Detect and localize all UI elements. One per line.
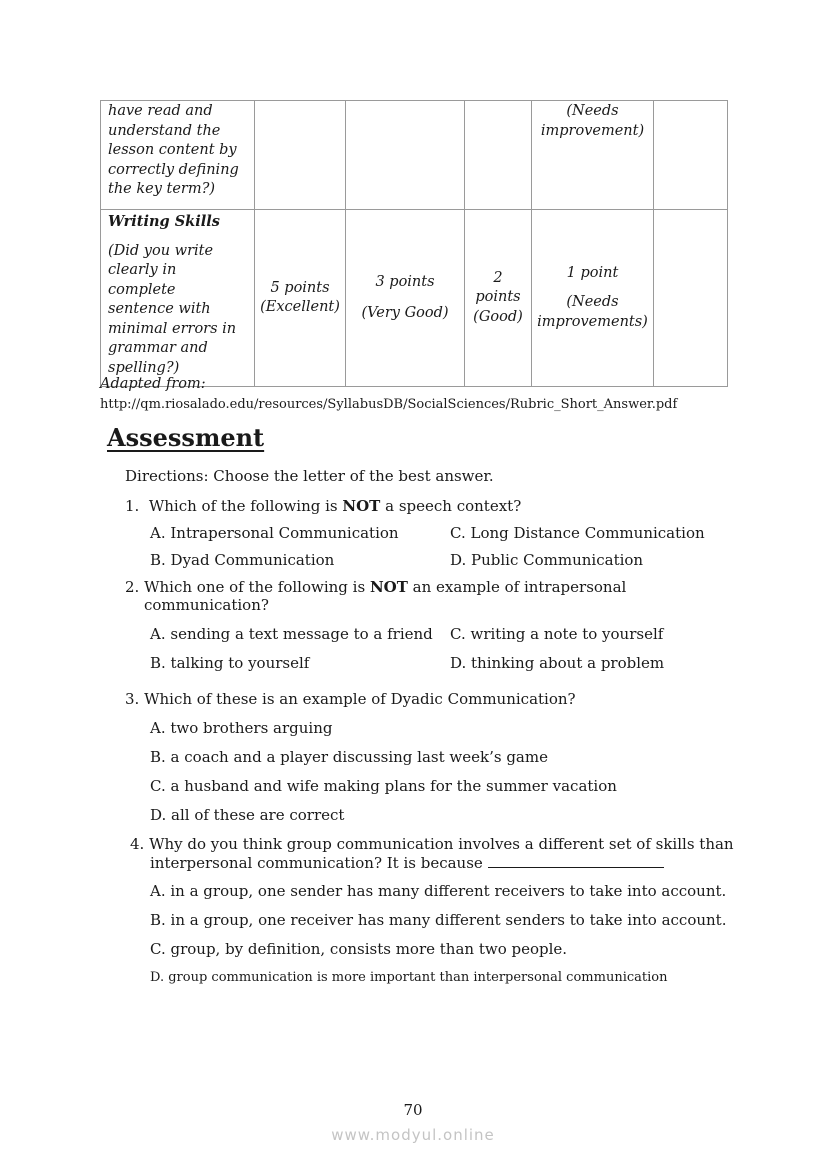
q4-option-c[interactable]: C. group, by definition, consists more than two people. <box>150 940 568 958</box>
score-points: 5 points <box>270 279 330 296</box>
question-3: 3. Which of these is an example of Dyadic Communication? <box>125 690 576 708</box>
emphasis-not: NOT <box>342 497 381 515</box>
very-good-cell <box>346 210 465 387</box>
question-4-line-2 <box>150 853 664 872</box>
rubric-row-writing <box>101 210 728 387</box>
question-text: 2. Which one of the following is <box>125 578 370 596</box>
excellent-cell <box>255 210 346 387</box>
q1-option-d[interactable]: D. Public Communication <box>450 551 644 569</box>
score-points: 2 <box>493 269 503 286</box>
q3-option-d[interactable]: D. all of these are correct <box>150 806 345 824</box>
criterion-line: the key term?) <box>108 181 216 197</box>
criterion-line: (Did you write <box>108 242 214 259</box>
score-cell <box>654 210 728 387</box>
criterion-line: spelling?) <box>108 359 180 376</box>
criterion-line: have read and <box>108 103 213 119</box>
score-cell <box>654 101 728 210</box>
question-text: interpersonal communication? It is because <box>150 854 483 872</box>
q1-option-c[interactable]: C. Long Distance Communication <box>450 524 705 542</box>
score-cell <box>255 101 346 210</box>
q2-option-c[interactable]: C. writing a note to yourself <box>450 625 664 643</box>
question-2-line-2: communication? <box>144 596 269 614</box>
question-4: 4. Why do you think group communication involves a different set of skills than <box>130 835 734 853</box>
emphasis-not: NOT <box>369 578 408 596</box>
directions: Directions: Choose the letter of the best answer. <box>125 467 494 485</box>
score-cell <box>465 101 532 210</box>
question-text: a speech context? <box>380 497 522 515</box>
criterion-line: grammar and <box>108 340 208 356</box>
criterion-line: minimal errors in <box>108 320 237 337</box>
question-1 <box>125 497 521 515</box>
criterion-line: clearly in complete <box>108 262 177 298</box>
watermark: www.modyul.online <box>331 1126 495 1144</box>
score-label: improvements) <box>537 313 648 330</box>
q4-option-a[interactable]: A. in a group, one sender has many different receivers to take into account. <box>150 882 727 900</box>
criterion-line: correctly defining <box>108 161 239 178</box>
q1-option-a[interactable]: A. Intrapersonal Communication <box>150 524 399 542</box>
needs-improvements-cell <box>532 210 654 387</box>
question-text: an example of intrapersonal <box>407 578 627 596</box>
score-label: (Needs <box>566 294 619 311</box>
q2-option-a[interactable]: A. sending a text message to a friend <box>150 625 433 643</box>
score-points: 3 points <box>375 274 435 290</box>
criterion-content-cell <box>101 101 255 210</box>
q1-option-b[interactable]: B. Dyad Communication <box>150 551 335 569</box>
good-cell <box>465 210 532 387</box>
q2-option-d[interactable]: D. thinking about a problem <box>450 654 665 672</box>
score-points: points <box>475 289 521 306</box>
q2-option-b[interactable]: B. talking to yourself <box>150 654 310 672</box>
score-label: (Excellent) <box>260 299 340 315</box>
rubric-table <box>100 100 728 387</box>
q3-option-c[interactable]: C. a husband and wife making plans for the summer vacation <box>150 777 617 795</box>
adapted-from-label: Adapted from: <box>100 376 206 392</box>
score-points: 1 point <box>566 264 619 281</box>
q3-option-b[interactable]: B. a coach and a player discussing last week’s game <box>150 748 548 766</box>
needs-line: improvement) <box>540 122 645 139</box>
page-number: 70 <box>403 1101 423 1119</box>
q3-option-a[interactable]: A. two brothers arguing <box>150 719 333 737</box>
question-2 <box>125 578 626 596</box>
score-cell <box>346 101 465 210</box>
answer-blank[interactable] <box>488 853 664 868</box>
criterion-line: sentence with <box>108 301 211 317</box>
score-label: (Good) <box>473 308 523 325</box>
q4-option-b[interactable]: B. in a group, one receiver has many different senders to take into account. <box>150 911 727 929</box>
rubric-row-content <box>101 101 728 210</box>
criterion-title: Writing Skills <box>108 213 220 230</box>
score-label: (Very Good) <box>361 304 449 321</box>
q4-option-d[interactable]: D. group communication is more important than interpersonal communication <box>150 970 668 985</box>
needs-improvement-cell <box>532 101 654 210</box>
assessment-heading: Assessment <box>107 423 265 452</box>
criterion-writing-cell <box>101 210 255 387</box>
needs-line: (Needs <box>566 103 619 119</box>
criterion-line: understand the <box>108 122 221 139</box>
criterion-line: lesson content by <box>108 142 237 158</box>
question-text: 1. Which of the following is <box>125 497 343 515</box>
source-url[interactable]: http://qm.riosalado.edu/resources/SyllabusDB/SocialSciences/Rubric_Short_Answer.pdf <box>100 397 678 412</box>
